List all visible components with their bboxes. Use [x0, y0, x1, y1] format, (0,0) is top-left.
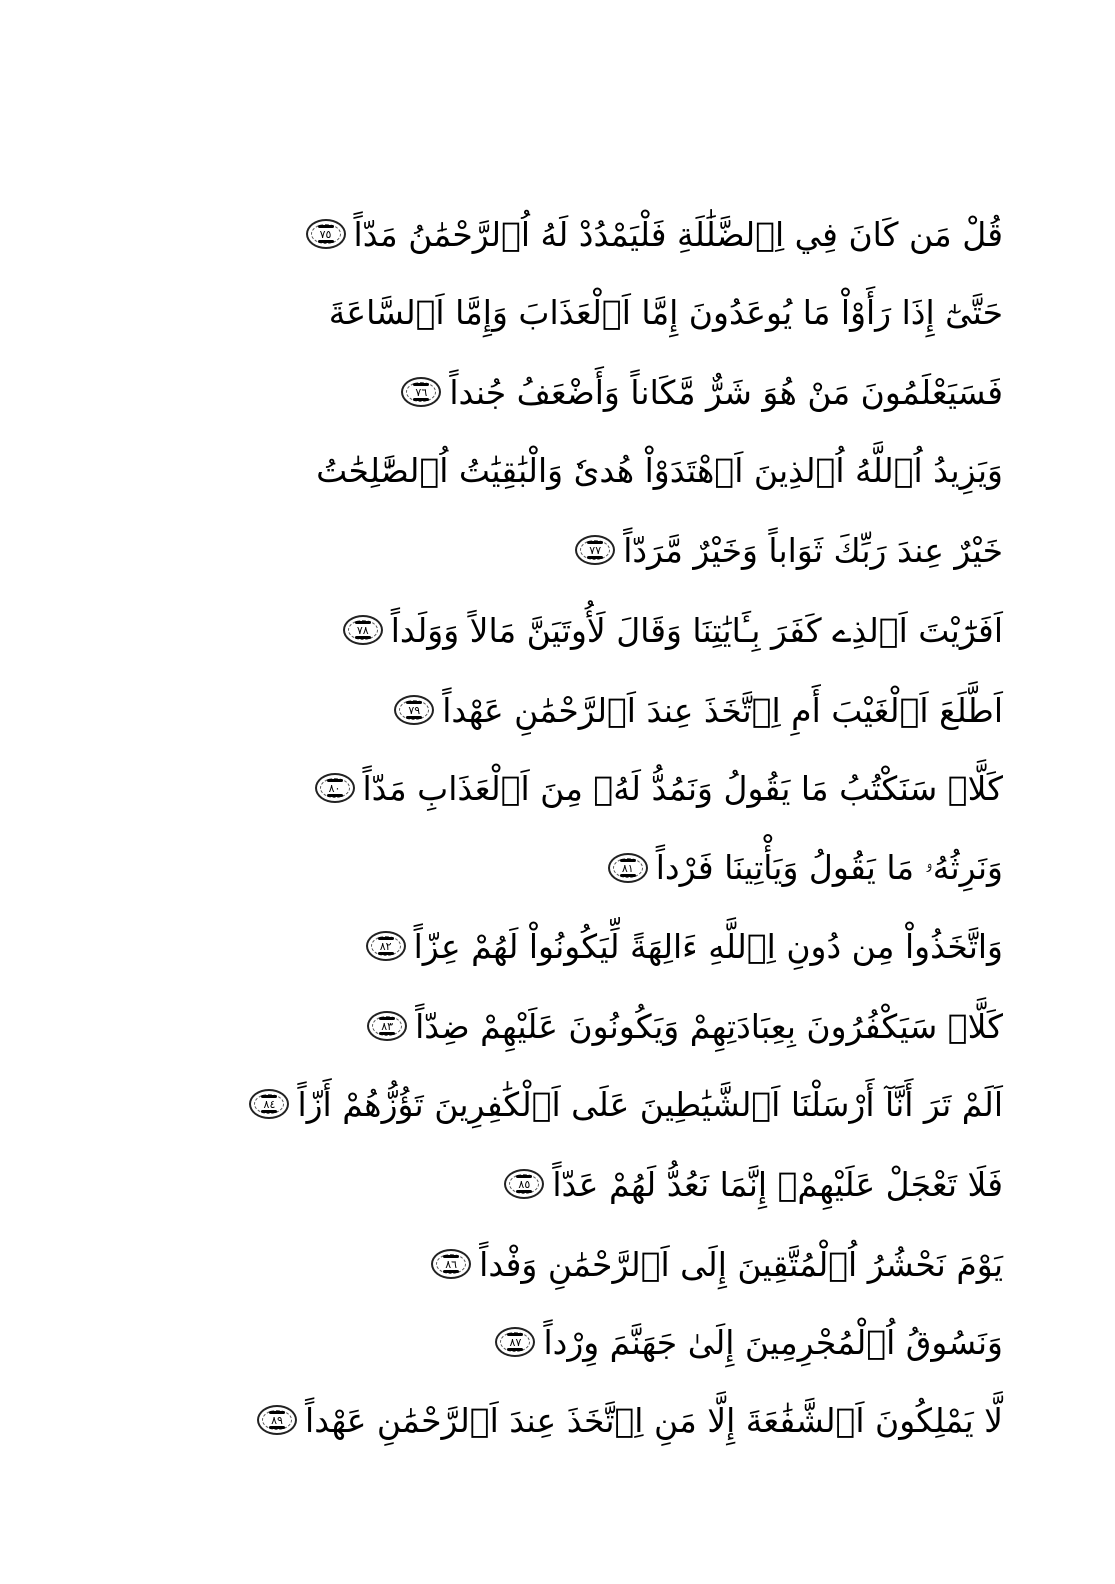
ayah-number: ٨١	[621, 861, 634, 875]
ayah-number: ٨٣	[381, 1019, 394, 1033]
verse-text: اَلَمْ تَرَ أَنَّآ أَرْسَلْنَا اَ۬لشَّيَٰطِينَ عَلَى اَ۬لْكَٰفِرِينَ تَؤُزُّهُمْ أَزّاً	[297, 1084, 1003, 1124]
verse-text: لَّا يَمْلِكُونَ اَ۬لشَّفَٰعَةَ إِلَّا مَنِ اِ۪تَّخَذَ عِندَ اَ۬لرَّحْمَٰنِ عَهْداً	[305, 1400, 1003, 1440]
verse-text: كَلَّاۖ سَيَكْفُرُونَ بِعِبَادَتِهِمْ وَيَكُونُونَ عَلَيْهِمْ ضِدّاً	[415, 1006, 1003, 1046]
ayah-number: ٨٥	[518, 1177, 531, 1191]
ayah-number: ٨٧	[509, 1335, 522, 1349]
verse-line	[394, 680, 1003, 740]
verse-line	[431, 1234, 1003, 1294]
ayah-number-marker	[504, 1169, 544, 1199]
ayah-number-marker	[315, 773, 355, 803]
verse-line	[257, 1390, 1003, 1450]
ayah-number-marker	[575, 535, 615, 565]
ayah-number-marker	[366, 931, 406, 961]
ayah-number: ٧٨	[356, 623, 369, 637]
verse-line	[306, 204, 1003, 264]
ayah-number: ٨٩	[271, 1413, 283, 1427]
verse-line	[504, 1154, 1003, 1214]
verse-line	[315, 758, 1004, 818]
verse-line	[401, 362, 1003, 422]
ayah-number-marker	[367, 1011, 407, 1041]
verse-line	[495, 1312, 1003, 1372]
ayah-number-marker	[249, 1089, 289, 1119]
verse-text: وَنَرِثُهُۥ مَا يَقُولُ وَيَأْتِينَا فَرْداً	[655, 848, 1003, 887]
verse-text: فَلَا تَعْجَلْ عَلَيْهِمْۖ إِنَّمَا نَعُدُّ لَهُمْ عَدّاً	[552, 1164, 1003, 1204]
verse-line	[329, 282, 1003, 342]
ayah-number: ٨٦	[445, 1257, 458, 1271]
ayah-number: ٧٩	[408, 703, 421, 717]
verse-text: اَفَرَٰٓيْتَ اَ۬لذِے كَفَرَ بِـَٔايَٰتِنَا وَقَالَ لَأُوتَيَنَّ مَالاً وَوَلَداً	[390, 610, 1003, 650]
ayah-number-marker	[306, 219, 346, 249]
ayah-number: ٨٠	[328, 781, 341, 795]
verse-line	[343, 600, 1003, 660]
verse-line	[575, 520, 1003, 580]
verse-line	[366, 916, 1003, 976]
verse-text: كَلَّاۖ سَنَكْتُبُ مَا يَقُولُ وَنَمُدُّ لَهُۥ مِنَ اَ۬لْعَذَابِ مَدّاً	[362, 768, 1003, 808]
verse-line	[249, 1074, 1003, 1134]
ayah-number-marker	[257, 1405, 297, 1435]
verse-text: اَطَّلَعَ اَ۬لْغَيْبَ أَمِ اِ۪تَّخَذَ عِندَ اَ۬لرَّحْمَٰنِ عَهْداً	[442, 690, 1003, 730]
verse-text: حَتَّىٰٓ إِذَا رَأَوْاْ مَا يُوعَدُونَ إِمَّا اَ۬لْعَذَابَ وَإِمَّا اَ۬لسَّاعَةَ	[328, 292, 1003, 332]
ayah-number: ٧٧	[589, 543, 602, 557]
ayah-number: ٨٢	[379, 939, 392, 953]
verse-text: وَيَزِيدُ اُ۬للَّهُ اُ۬لذِينَ اَ۪هْتَدَوْاْ هُدىٗ وَالْبَٰقِيَٰتُ اُ۬لصَّٰلِحَٰتُ	[316, 450, 1003, 490]
verse-text: فَسَيَعْلَمُونَ مَنْ هُوَ شَرٌّ مَّكَاناً وَأَضْعَفُ جُنداً	[449, 372, 1003, 412]
ayah-number: ٧٥	[319, 227, 332, 241]
ayah-number-marker	[495, 1327, 535, 1357]
verse-text: وَاتَّخَذُواْ مِن دُونِ اِ۬للَّهِ ءَالِهَةً لِّيَكُونُواْ لَهُمْ عِزّاً	[413, 926, 1003, 966]
ayah-number-marker	[608, 853, 648, 883]
ayah-number-marker	[431, 1249, 471, 1279]
verse-text: يَوْمَ نَحْشُرُ اُ۬لْمُتَّقِينَ إِلَى اَ۬لرَّحْمَٰنِ وَفْداً	[479, 1244, 1003, 1284]
verse-text: خَيْرٌ عِندَ رَبِّكَ ثَوَاباً وَخَيْرٌ مَّرَدّاً	[623, 530, 1003, 570]
ayah-number: ٧٦	[415, 385, 428, 399]
verse-text: وَنَسُوقُ اُ۬لْمُجْرِمِينَ إِلَىٰ جَهَنَّمَ وِرْداً	[543, 1322, 1003, 1362]
ayah-number-marker	[343, 615, 383, 645]
ayah-number-marker	[394, 695, 434, 725]
verse-line	[367, 996, 1003, 1056]
verse-line	[316, 440, 1003, 500]
ayah-number-marker	[401, 377, 441, 407]
verse-line	[608, 838, 1003, 898]
verse-text: قُلْ مَن كَانَ فِي اِ۬لضَّلَٰلَةِ فَلْيَمْدُدْ لَهُ اُ۬لرَّحْمَٰنُ مَدّاً	[353, 214, 1003, 254]
ayah-number: ٨٤	[263, 1097, 276, 1111]
